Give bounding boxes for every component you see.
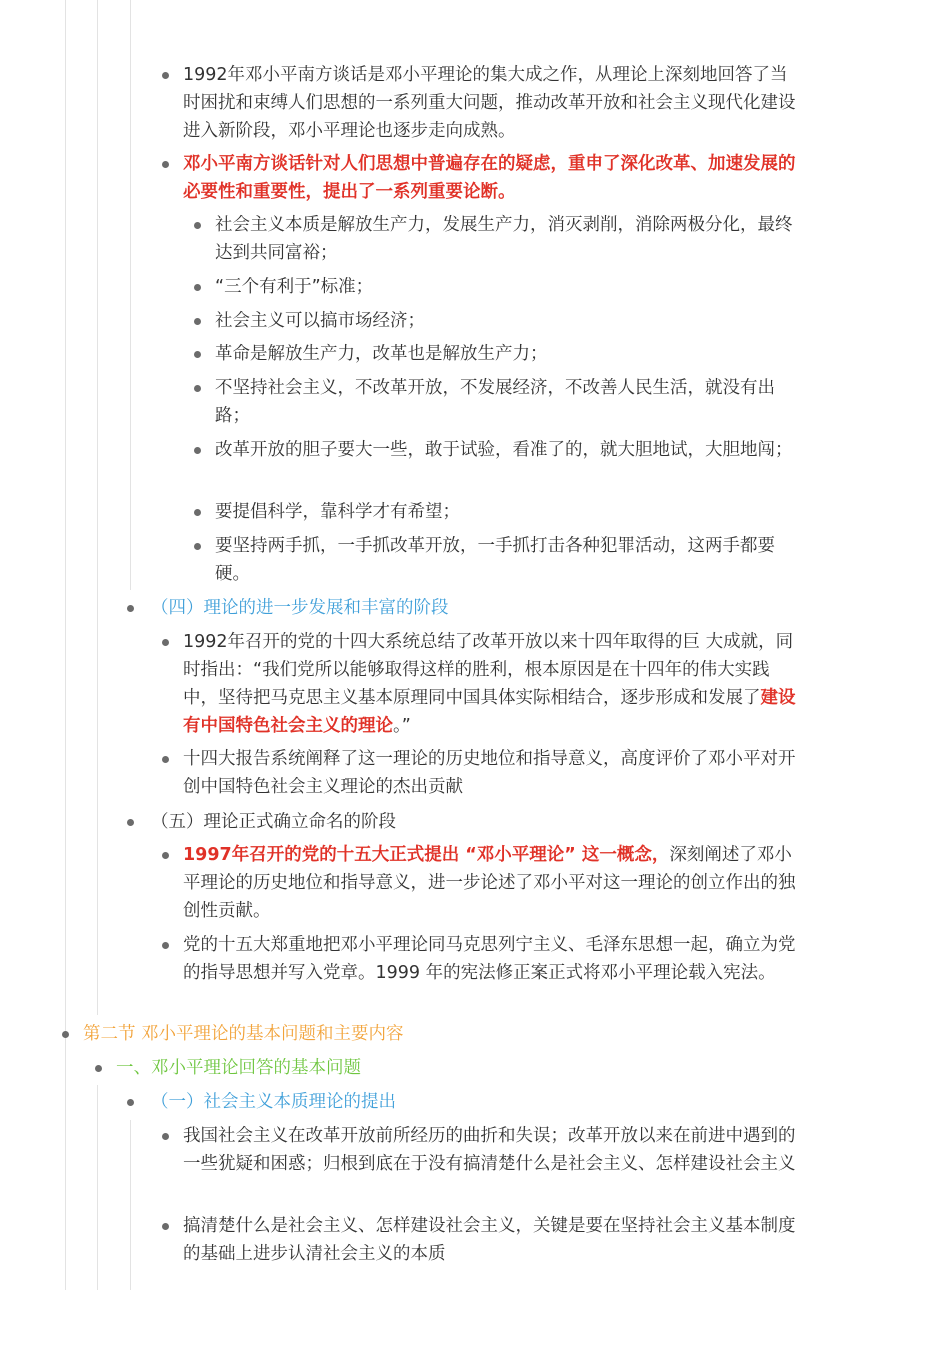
heading-text: 一、邓小平理论回答的基本问题: [116, 1058, 361, 1078]
text-run: 深刻阐述了邓小平理论的历史地位和指导意义，进一步论述了邓小平对这一理论的创立作出的独创性贡献。: [183, 845, 796, 921]
indent-guide: [130, 1120, 131, 1290]
bullet-dot: [162, 1133, 169, 1140]
sub-list-item: [194, 436, 802, 464]
subsection-heading: [95, 1054, 802, 1082]
bullet-dot: [194, 284, 201, 291]
list-item-text: 十四大报告系统阐释了这一理论的历史地位和指导意义，高度评价了邓小平对开创中国特色社会主义理论的杰出贡献: [183, 749, 796, 797]
indent-guide: [97, 1085, 98, 1290]
bullet-dot: [194, 351, 201, 358]
section-heading: [127, 1088, 802, 1116]
sub-list-item: [194, 340, 802, 368]
bullet-dot: [194, 447, 201, 454]
bullet-dot: [162, 1223, 169, 1230]
sub-list-item: [194, 532, 802, 588]
list-item-text: 搞清楚什么是社会主义、怎样建设社会主义，关键是要在坚持社会主义基本制度的基础上进步认清社会主义的本质: [183, 1216, 796, 1264]
bullet-dot: [95, 1065, 102, 1072]
text-run: 1992年召开的党的十四大系统总结了改革开放以来十四年取得的巨 大成就，同时指出：“我们党所以能够取得这样的胜利，根本原因是在十四年的伟大实践中，坚待把马克思主义基本原理同中国具体实际相结合，逐步形成和发展了: [183, 632, 794, 708]
list-item-text: “三个有利于”标准；: [215, 277, 374, 297]
list-item-text: 我国社会主义在改革开放前所经历的曲折和失误；改革开放以来在前进中遇到的一些犹疑和困惑；归根到底在于没有搞清楚什么是社会主义、怎样建设社会主义: [183, 1126, 796, 1174]
bullet-dot: [127, 1099, 134, 1106]
list-item-text: 社会主义可以搞市场经济；: [215, 311, 425, 331]
list-item-text: 改革开放的胆子要大一些，敢于试验，看准了的，就大胆地试，大胆地闯；: [215, 440, 793, 460]
list-item: [162, 745, 802, 801]
bullet-dot: [194, 509, 201, 516]
chapter-section-heading: [62, 1020, 802, 1048]
indent-guide: [130, 0, 131, 590]
bullet-dot: [127, 605, 134, 612]
sub-list-item: [194, 498, 802, 526]
bullet-dot: [194, 318, 201, 325]
bullet-dot: [162, 942, 169, 949]
sub-list-item: [194, 374, 802, 430]
bullet-dot: [194, 543, 201, 550]
list-item-text: 要坚持两手抓，一手抓改革开放，一手抓打击各种犯罪活动，这两手都要硬。: [215, 536, 775, 584]
bullet-dot: [194, 222, 201, 229]
list-item: [162, 841, 802, 925]
text-run-highlight: 1997年召开的党的十五大正式提出 “邓小平理论” 这一概念，: [183, 845, 670, 865]
bullet-dot: [162, 639, 169, 646]
list-item-text: 社会主义本质是解放生产力，发展生产力，消灭剥削，消除两极分化，最终达到共同富裕；: [215, 215, 793, 263]
text-run-highlight: 建设有中国特色社会主义的理论: [183, 688, 796, 736]
list-item-text: 要提倡科学，靠科学才有希望；: [215, 502, 460, 522]
sub-list-item: [194, 273, 802, 301]
section-heading: [127, 808, 802, 836]
indent-guide: [97, 0, 98, 1015]
bullet-dot: [127, 819, 134, 826]
list-item-text: 革命是解放生产力，改革也是解放生产力；: [215, 344, 548, 364]
list-item: [162, 1212, 802, 1268]
text-run: 。”: [393, 716, 411, 736]
list-item: [162, 931, 802, 987]
bullet-dot: [62, 1031, 69, 1038]
indent-guide: [65, 0, 66, 1290]
bullet-dot: [162, 72, 169, 79]
list-item-text: 1992年邓小平南方谈话是邓小平理论的集大成之作，从理论上深刻地回答了当时困扰和束缚人们思想的一系列重大问题，推动改革开放和社会主义现代化建设进入新阶段，邓小平理论也逐步走向成熟。: [183, 65, 796, 141]
bullet-dot: [162, 756, 169, 763]
list-item-text: [183, 628, 802, 740]
heading-text: （一）社会主义本质理论的提出: [151, 1092, 396, 1112]
list-item-text: 不坚持社会主义，不改革开放，不发展经济，不改善人民生活，就没有出路；: [215, 378, 775, 426]
list-item: [162, 628, 802, 740]
list-item: [162, 150, 802, 206]
heading-text: （五）理论正式确立命名的阶段: [151, 812, 396, 832]
list-item-text: 党的十五大郑重地把邓小平理论同马克思列宁主义、毛泽东思想一起，确立为党的指导思想并写入党章。1999 年的宪法修正案正式将邓小平理论载入宪法。: [183, 935, 796, 983]
list-item: [162, 1122, 802, 1178]
list-item-text: [183, 841, 802, 925]
list-item-text-highlight: 邓小平南方谈话针对人们思想中普遍存在的疑虑，重申了深化改革、加速发展的必要性和重要性，提出了一系列重要论断。: [183, 154, 796, 202]
bullet-dot: [162, 161, 169, 168]
section-heading: [127, 594, 802, 622]
sub-list-item: [194, 307, 802, 335]
heading-text: 第二节 邓小平理论的基本问题和主要内容: [83, 1024, 404, 1044]
sub-list-item: [194, 211, 802, 267]
bullet-dot: [162, 852, 169, 859]
bullet-dot: [194, 385, 201, 392]
heading-text: （四）理论的进一步发展和丰富的阶段: [151, 598, 449, 618]
list-item: [162, 61, 802, 145]
